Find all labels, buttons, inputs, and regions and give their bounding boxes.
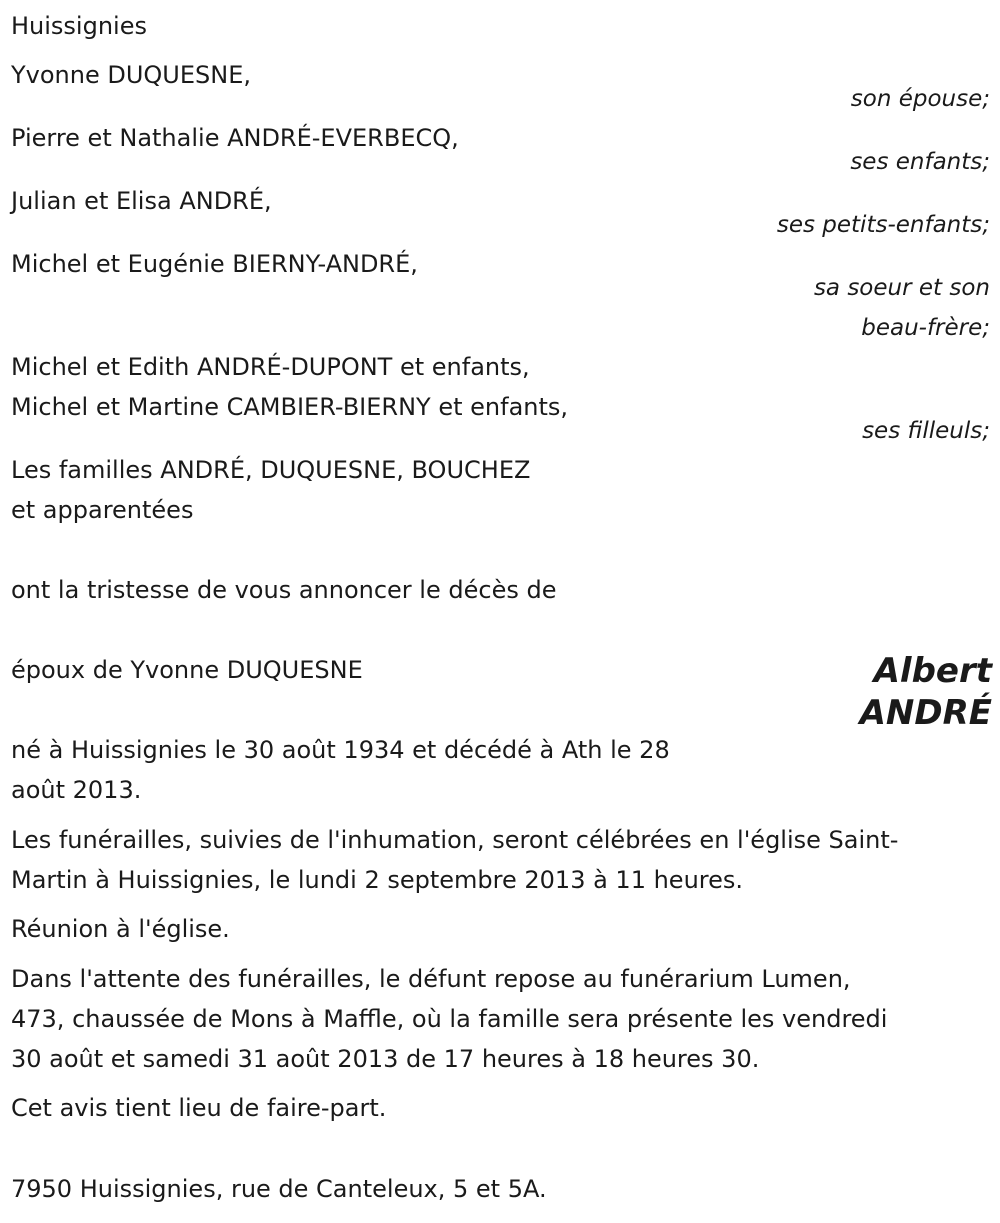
deceased-name — [860, 650, 992, 734]
relation-sister-line1: sa soeur et son — [813, 275, 990, 301]
spouse-line: époux de Yvonne DUQUESNE — [11, 656, 363, 684]
family-member-spouse: Yvonne DUQUESNE, — [11, 61, 252, 89]
viewing-line-3: 30 août et samedi 31 août 2013 de 17 heures à 18 heures 30. — [11, 1045, 760, 1073]
notice-text: Cet avis tient lieu de faire-part. — [11, 1094, 387, 1122]
family-member-godchild-1: Michel et Edith ANDRÉ-DUPONT et enfants, — [11, 353, 530, 381]
relation-sister-line2: beau-frère; — [861, 315, 990, 341]
meeting-text: Réunion à l'église. — [11, 915, 230, 943]
birth-death-line-1: né à Huissignies le 30 août 1934 et décédé à Ath le 28 — [11, 736, 670, 764]
address-text: 7950 Huissignies, rue de Canteleux, 5 et 5A. — [11, 1175, 547, 1203]
family-member-children: Pierre et Nathalie ANDRÉ-EVERBECQ, — [11, 124, 459, 152]
funeral-line-2: Martin à Huissignies, le lundi 2 septembre 2013 à 11 heures. — [11, 866, 744, 894]
relation-grandchildren: ses petits-enfants; — [776, 212, 990, 238]
family-member-sister: Michel et Eugénie BIERNY-ANDRÉ, — [11, 250, 418, 278]
deceased-last-name: ANDRÉ — [859, 693, 992, 733]
relation-godchildren: ses filleuls; — [862, 418, 990, 444]
families-line-2: et apparentées — [11, 496, 194, 524]
relation-spouse: son épouse; — [850, 86, 990, 112]
viewing-line-2: 473, chaussée de Mons à Maffle, où la famille sera présente les vendredi — [11, 1005, 888, 1033]
families-line-1: Les familles ANDRÉ, DUQUESNE, BOUCHEZ — [11, 456, 531, 484]
viewing-line-1: Dans l'attente des funérailles, le défunt repose au funérarium Lumen, — [11, 965, 851, 993]
birth-death-line-2: août 2013. — [11, 776, 142, 804]
announcement-text: ont la tristesse de vous annoncer le décès de — [11, 576, 557, 604]
funeral-line-1: Les funérailles, suivies de l'inhumation, seront célébrées en l'église Saint- — [11, 826, 899, 854]
relation-children: ses enfants; — [850, 149, 990, 175]
family-member-grandchildren: Julian et Elisa ANDRÉ, — [11, 187, 272, 215]
location-heading: Huissignies — [11, 12, 147, 40]
deceased-first-name: Albert — [873, 651, 992, 691]
family-member-godchild-2: Michel et Martine CAMBIER-BIERNY et enfants, — [11, 393, 569, 421]
